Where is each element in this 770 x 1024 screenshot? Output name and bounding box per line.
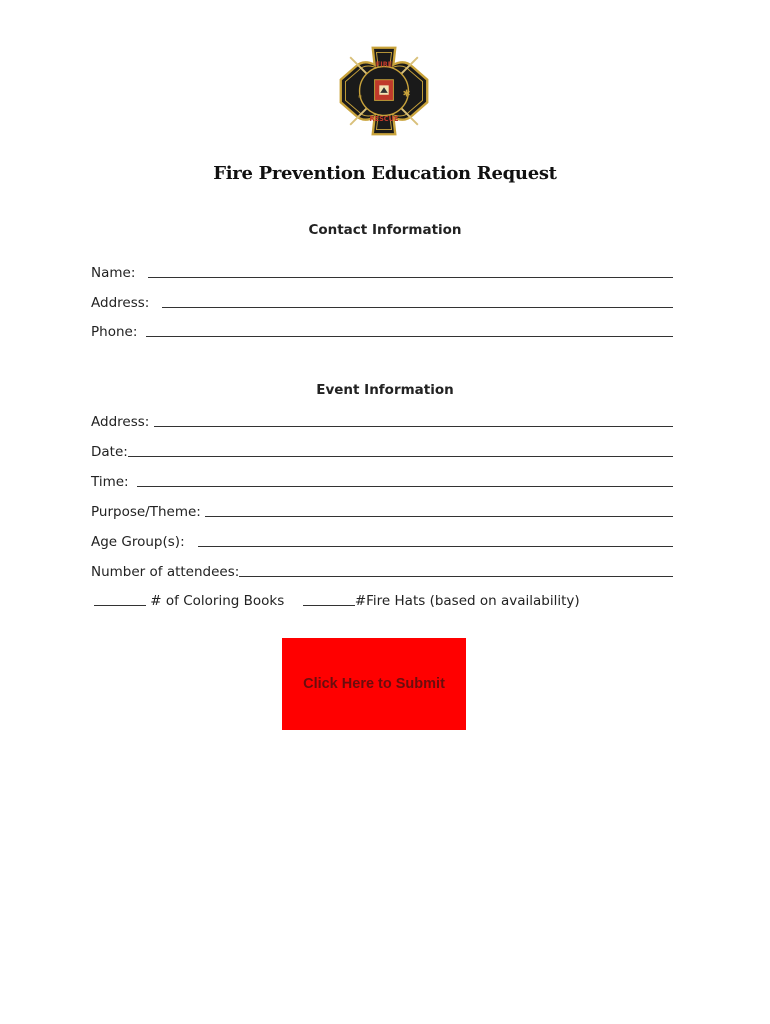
event-date-line[interactable] <box>128 456 673 457</box>
logo-bottom-text: RESCUE <box>369 115 399 124</box>
contact-address-label: Address: <box>91 295 163 311</box>
event-date-field[interactable] <box>91 441 673 461</box>
contact-section-heading: Contact Information <box>308 222 462 238</box>
page-title: Fire Prevention Education Request <box>213 163 557 184</box>
event-section-heading: Event Information <box>316 382 454 398</box>
event-address-label: Address: <box>91 414 154 430</box>
event-purpose-label: Purpose/Theme: <box>91 504 206 520</box>
contact-address-line[interactable] <box>162 307 673 308</box>
submit-button[interactable]: Click Here to Submit <box>282 638 466 730</box>
contact-phone-field[interactable] <box>91 321 673 341</box>
contact-address-field[interactable] <box>91 292 673 312</box>
contact-phone-line[interactable] <box>146 336 673 337</box>
contact-name-line[interactable] <box>148 277 673 278</box>
event-age-group-line[interactable] <box>198 546 674 547</box>
event-address-line[interactable] <box>154 426 673 427</box>
event-time-label: Time: <box>91 474 138 490</box>
event-attendees-field[interactable] <box>91 561 673 581</box>
svg-text:✱: ✱ <box>402 88 411 100</box>
event-time-line[interactable] <box>137 486 673 487</box>
fire-hats-label: #Fire Hats (based on availability) <box>354 593 580 609</box>
contact-phone-label: Phone: <box>91 324 146 340</box>
contact-name-field[interactable] <box>91 262 673 282</box>
event-time-field[interactable] <box>91 471 673 491</box>
event-purpose-line[interactable] <box>205 516 673 517</box>
coloring-books-label: # of Coloring Books <box>146 593 293 609</box>
fire-rescue-logo-icon <box>337 44 431 138</box>
event-purpose-field[interactable] <box>91 501 673 521</box>
svg-text:✳: ✳ <box>357 94 363 101</box>
event-attendees-line[interactable] <box>239 576 673 577</box>
event-age-group-label: Age Group(s): <box>91 534 198 550</box>
event-attendees-label: Number of attendees: <box>91 564 240 580</box>
fire-hats-blank[interactable] <box>303 605 355 606</box>
giveaway-quantities-row <box>94 590 580 610</box>
event-date-label: Date: <box>91 444 128 460</box>
contact-name-label: Name: <box>91 265 149 281</box>
event-address-field[interactable] <box>91 411 673 431</box>
event-age-group-field[interactable] <box>91 531 673 551</box>
coloring-books-blank[interactable] <box>94 605 146 606</box>
logo-top-text: FIRE <box>375 60 393 69</box>
